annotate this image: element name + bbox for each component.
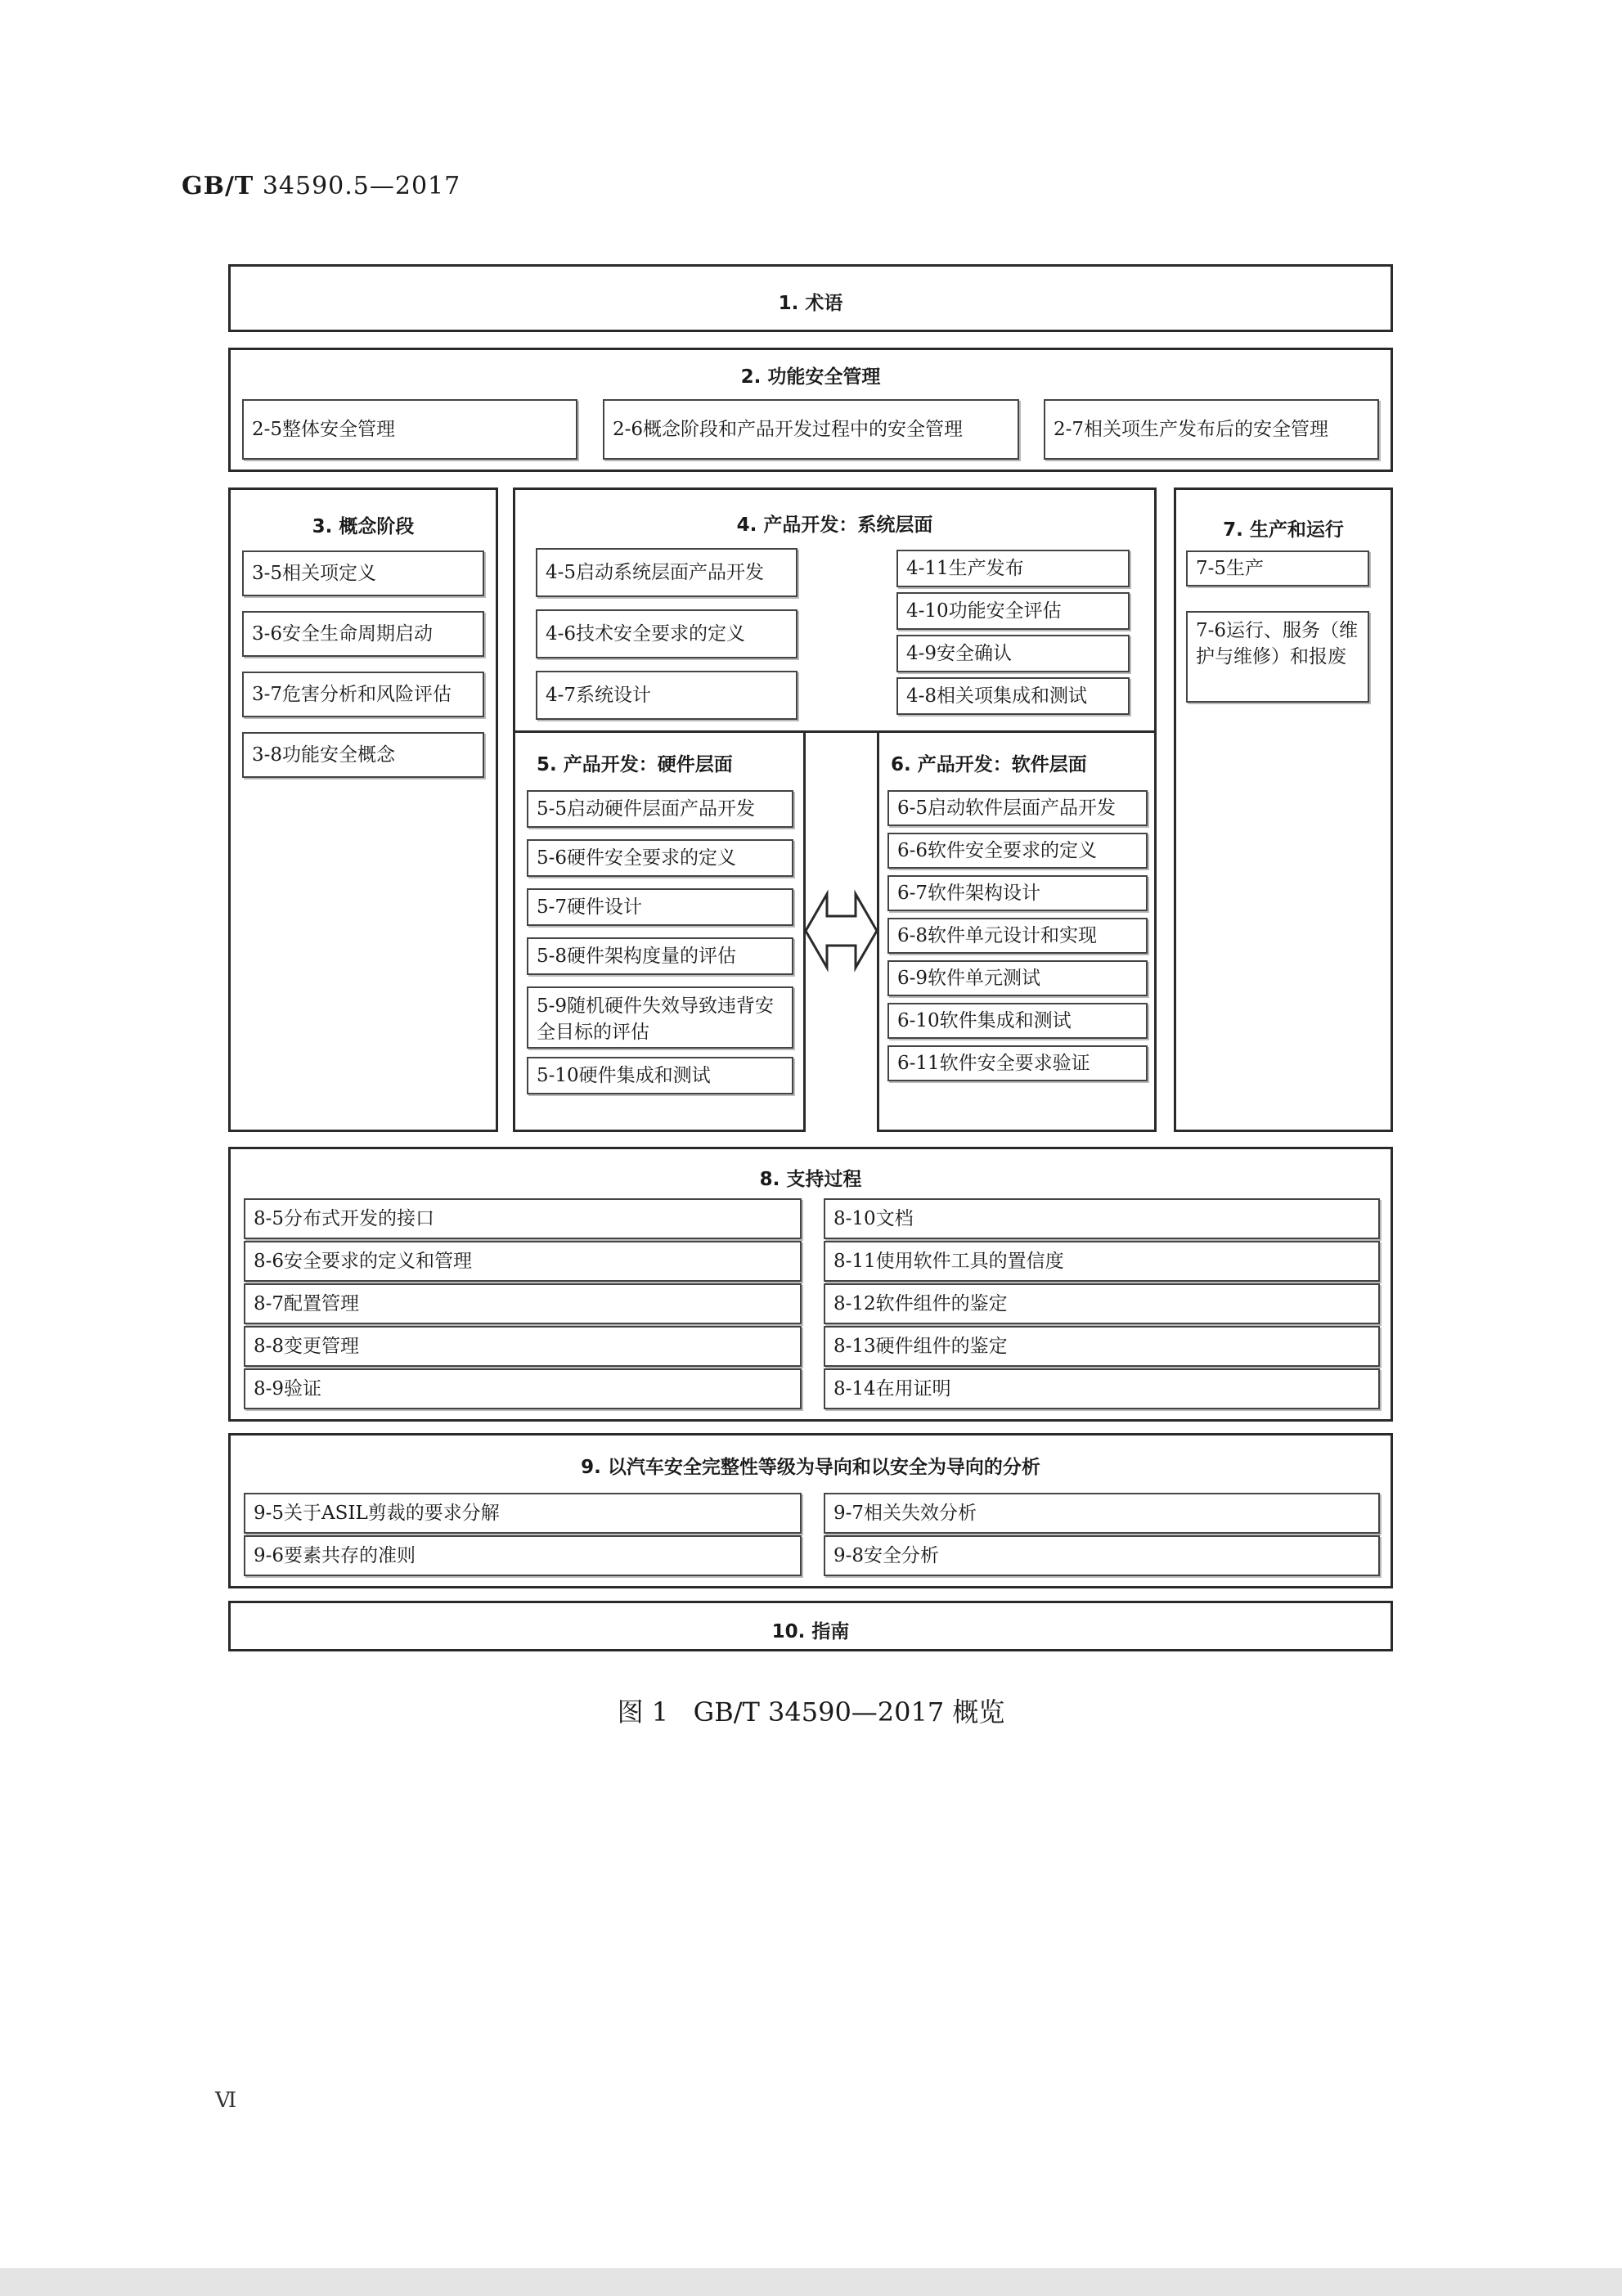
- part6-item: 6-6软件安全要求的定义: [887, 833, 1148, 869]
- part7-item: 7-6运行、服务（维护与维修）和报废: [1186, 611, 1369, 703]
- part8-title: 8. 支持过程: [759, 1169, 862, 1190]
- part6-software-panel: [877, 730, 1157, 1132]
- part4-item: 4-7系统设计: [536, 671, 798, 720]
- part5-item: 5-7硬件设计: [527, 888, 793, 926]
- part4-system-panel: [513, 488, 1157, 733]
- part9-item: 9-8安全分析: [824, 1535, 1380, 1576]
- page-header: [182, 172, 461, 200]
- part8-item: 8-14在用证明: [824, 1368, 1380, 1409]
- part6-item: 6-9软件单元测试: [887, 960, 1148, 996]
- part5-item: 5-6硬件安全要求的定义: [527, 839, 793, 877]
- part9-item: 9-6要素共存的准则: [244, 1535, 802, 1576]
- part4-item: 4-8相关项集成和测试: [896, 677, 1130, 715]
- part8-support-panel: [228, 1147, 1393, 1422]
- part8-item: 8-12软件组件的鉴定: [824, 1283, 1380, 1324]
- part4-item: 4-11生产发布: [896, 550, 1130, 587]
- part2-item: 2-7相关项生产发布后的安全管理: [1044, 399, 1379, 460]
- bottom-scanner-bar: [0, 2268, 1622, 2296]
- part3-title: 3. 概念阶段: [312, 516, 415, 537]
- part4-item: 4-5启动系统层面产品开发: [536, 548, 798, 597]
- part1-title: 1. 术语: [778, 293, 843, 314]
- part7-title: 7. 生产和运行: [1223, 519, 1344, 541]
- part8-item: 8-6安全要求的定义和管理: [244, 1241, 802, 1282]
- part9-title: 9. 以汽车安全完整性等级为导向和以安全为导向的分析: [581, 1457, 1040, 1478]
- part4-item: 4-9安全确认: [896, 635, 1130, 672]
- part5-item: 5-5启动硬件层面产品开发: [527, 790, 793, 828]
- part6-item: 6-11软件安全要求验证: [887, 1045, 1148, 1081]
- part3-item: 3-7危害分析和风险评估: [242, 672, 484, 717]
- part5-item: 5-9随机硬件失效导致违背安全目标的评估: [527, 986, 793, 1049]
- figure-label: 图 1: [617, 1696, 669, 1728]
- part2-title: 2. 功能安全管理: [740, 366, 881, 388]
- part6-item: 6-10软件集成和测试: [887, 1003, 1148, 1039]
- part8-item: 8-8变更管理: [244, 1326, 802, 1367]
- part8-item: 8-10文档: [824, 1198, 1380, 1239]
- part4-title: 4. 产品开发：系统层面: [736, 514, 933, 536]
- part4-bottom-divider: [804, 730, 878, 733]
- part9-analysis-panel: [228, 1433, 1393, 1588]
- part5-item: 5-8硬件架构度量的评估: [527, 937, 793, 975]
- figure-caption: [0, 1692, 1622, 1729]
- part4-item: 4-10功能安全评估: [896, 592, 1130, 630]
- part5-item: 5-10硬件集成和测试: [527, 1057, 793, 1094]
- standard-prefix: GB/T: [182, 172, 254, 200]
- part8-item: 8-11使用软件工具的置信度: [824, 1241, 1380, 1282]
- part5-hardware-panel: [513, 730, 806, 1132]
- part7-item: 7-5生产: [1186, 550, 1369, 586]
- hw-sw-interaction-arrow-icon: [804, 886, 878, 976]
- part9-item: 9-5关于ASIL剪裁的要求分解: [244, 1493, 802, 1534]
- standard-number: 34590.5—2017: [262, 172, 461, 200]
- part6-title: 6. 产品开发：软件层面: [891, 754, 1087, 775]
- part4-item: 4-6技术安全要求的定义: [536, 609, 798, 658]
- part8-item: 8-7配置管理: [244, 1283, 802, 1324]
- part9-item: 9-7相关失效分析: [824, 1493, 1380, 1534]
- figure-title: GB/T 34590—2017 概览: [693, 1696, 1005, 1728]
- part3-item: 3-8功能安全概念: [242, 732, 484, 778]
- part6-item: 6-7软件架构设计: [887, 875, 1148, 911]
- part7-production-panel: [1174, 488, 1393, 1132]
- page-number: Ⅵ: [215, 2088, 237, 2113]
- part3-concept-panel: [228, 488, 498, 1132]
- part3-item: 3-5相关项定义: [242, 550, 484, 596]
- part6-item: 6-8软件单元设计和实现: [887, 918, 1148, 954]
- part8-item: 8-13硬件组件的鉴定: [824, 1326, 1380, 1367]
- part10-guideline-panel: [228, 1601, 1393, 1651]
- part5-title: 5. 产品开发：硬件层面: [537, 754, 733, 775]
- part2-management-panel: [228, 348, 1393, 472]
- part10-title: 10. 指南: [771, 1621, 850, 1642]
- part8-item: 8-5分布式开发的接口: [244, 1198, 802, 1239]
- part3-item: 3-6安全生命周期启动: [242, 611, 484, 657]
- part6-item: 6-5启动软件层面产品开发: [887, 790, 1148, 826]
- part2-item: 2-5整体安全管理: [242, 399, 577, 460]
- part1-terminology-panel: [228, 264, 1393, 332]
- part8-item: 8-9验证: [244, 1368, 802, 1409]
- part2-item: 2-6概念阶段和产品开发过程中的安全管理: [603, 399, 1019, 460]
